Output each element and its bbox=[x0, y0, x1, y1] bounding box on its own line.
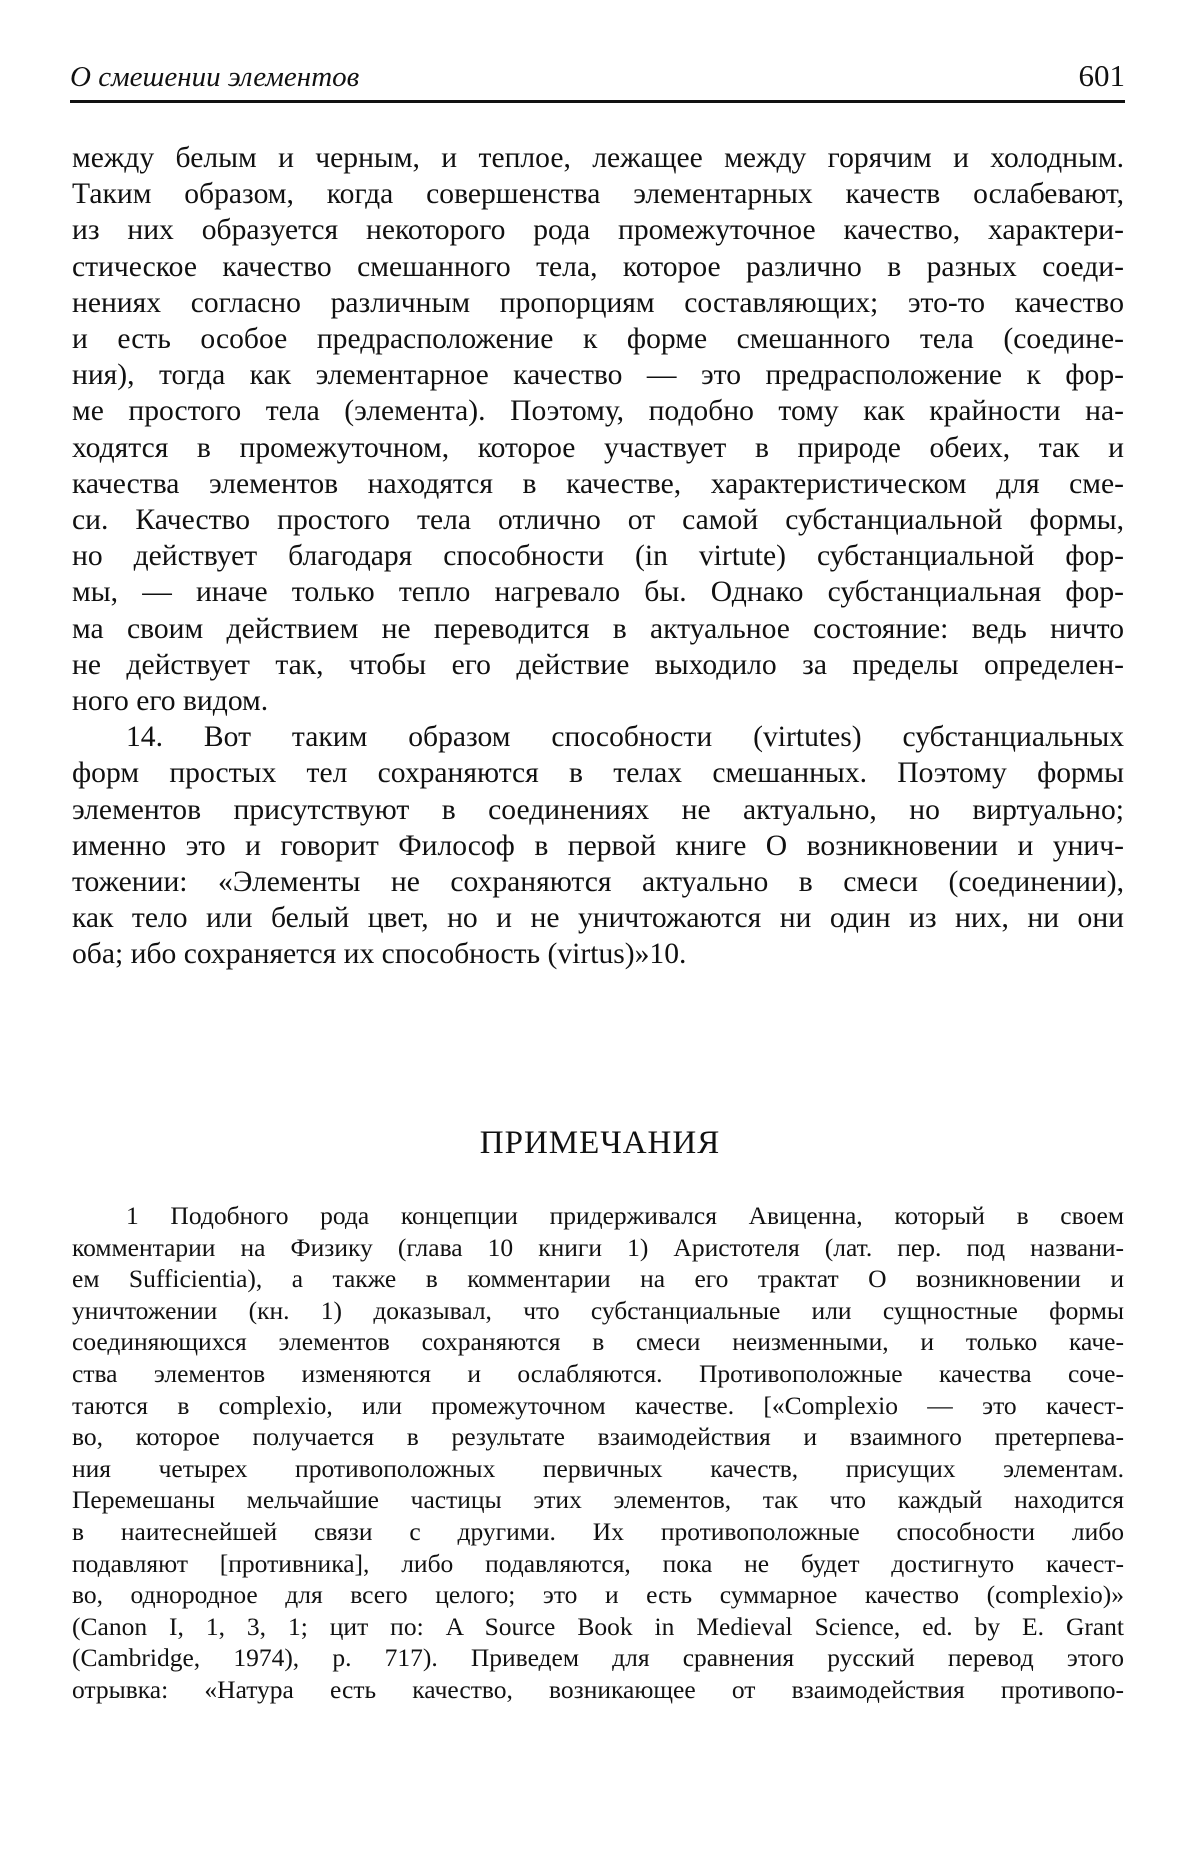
text-line: си. Качество простого тела отлично от самой субстанциальной формы, bbox=[72, 504, 1124, 537]
text-line: Таким образом, когда совершенства элементарных качеств ослабевают, bbox=[72, 178, 1124, 211]
text-line: ния), тогда как элементарное качество — это предрасположение к фор- bbox=[72, 359, 1124, 392]
footnotes bbox=[72, 1200, 1124, 1706]
text-line: элементов присутствуют в соединениях не актуально, но виртуально; bbox=[72, 793, 1124, 826]
footnote-line: (Cambridge, 1974), p. 717). Приведем для сравнения русский перевод этого bbox=[72, 1643, 1124, 1673]
footnote-line: Перемешаны мельчайшие частицы этих элементов, так что каждый находится bbox=[72, 1485, 1124, 1515]
footnote-line: ния четырех противоположных первичных качеств, присущих элементам. bbox=[72, 1453, 1124, 1483]
footnote-line: уничтожении (кн. 1) доказывал, что субстанциальные или сущностные формы bbox=[72, 1295, 1124, 1325]
footnote-line: соединяющихся элементов сохраняются в смеси неизменными, и только каче- bbox=[72, 1327, 1124, 1357]
footnote-line: (Canon I, 1, 3, 1; цит по: A Source Book in Medieval Science, ed. by E. Grant bbox=[72, 1611, 1124, 1641]
text-line: качества элементов находятся в качестве, характеристическом для сме- bbox=[72, 467, 1124, 500]
text-line: мы, — иначе только тепло нагревало бы. Однако субстанциальная фор- bbox=[72, 576, 1124, 609]
text-line: нениях согласно различным пропорциям составляющих; это-то качество bbox=[72, 286, 1124, 319]
text-line: оба; ибо сохраняется их способность (virtus)»10. bbox=[72, 938, 687, 971]
footnote-line: во, которое получается в результате взаимодействия и взаимного претерпева- bbox=[72, 1422, 1124, 1452]
footnote-line: во, однородное для всего целого; это и есть суммарное качество (complexio)» bbox=[72, 1580, 1124, 1610]
footnote-line: 1 Подобного рода концепции придерживался Авиценна, который в своем bbox=[126, 1201, 1124, 1230]
text-line: ме простого тела (элемента). Поэтому, подобно тому как крайности на- bbox=[72, 395, 1124, 428]
footnote-line: ства элементов изменяются и ослабляются. Противоположные качества соче- bbox=[72, 1358, 1124, 1388]
footnote-line: ем Sufficientia), а также в комментарии на его трактат О возникновении и bbox=[72, 1264, 1124, 1294]
text-line: не действует так, чтобы его действие выходило за пределы определен- bbox=[72, 648, 1124, 681]
notes-heading: ПРИМЕЧАНИЯ bbox=[479, 1125, 721, 1161]
text-line: ма своим действием не переводится в актуальное состояние: ведь ничто bbox=[72, 612, 1124, 645]
running-title: О смешении элементов bbox=[70, 61, 360, 93]
text-line: тожении: «Элементы не сохраняются актуально в смеси (соединении), bbox=[72, 866, 1124, 899]
text-line: между белым и черным, и теплое, лежащее между горячим и холодным. bbox=[72, 142, 1124, 174]
text-line: стическое качество смешанного тела, которое различно в разных соеди- bbox=[72, 250, 1124, 283]
main-text bbox=[72, 140, 1124, 973]
text-line: и есть особое предрасположение к форме смешанного тела (соедине- bbox=[72, 323, 1124, 356]
text-line: ного его видом. bbox=[72, 685, 269, 718]
page-header bbox=[70, 50, 1125, 103]
text-line: именно это и говорит Философ в первой книге О возникновении и унич- bbox=[72, 829, 1124, 862]
text-line: как тело или белый цвет, но и не уничтожаются ни один из них, ни они bbox=[72, 902, 1124, 935]
footnote-line: отрывка: «Натура есть качество, возникающее от взаимодействия противопо- bbox=[72, 1674, 1124, 1704]
footnote-line: таются в complexio, или промежуточном качестве. [«Complexio — это качест- bbox=[72, 1390, 1124, 1420]
text-line: но действует благодаря способности (in virtute) субстанциальной фор- bbox=[72, 540, 1124, 573]
footnote-line: комментарии на Физику (глава 10 книги 1) Аристотеля (лат. пер. под названи- bbox=[72, 1232, 1124, 1262]
text-line: ходятся в промежуточном, которое участвует в природе обеих, так и bbox=[72, 431, 1124, 464]
page-number: 601 bbox=[1078, 58, 1125, 93]
text-line: форм простых тел сохраняются в телах смешанных. Поэтому формы bbox=[72, 757, 1124, 790]
paragraph-14-line: 14. Вот таким образом способности (virtutes) субстанциальных bbox=[126, 721, 1124, 754]
footnote-line: в наитеснейшей связи с другими. Их противоположные способности либо bbox=[72, 1516, 1124, 1546]
footnote-line: подавляют [противника], либо подавляются, пока не будет достигнуто качест- bbox=[72, 1548, 1124, 1578]
text-line: из них образуется некоторого рода промежуточное качество, характери- bbox=[72, 214, 1124, 247]
